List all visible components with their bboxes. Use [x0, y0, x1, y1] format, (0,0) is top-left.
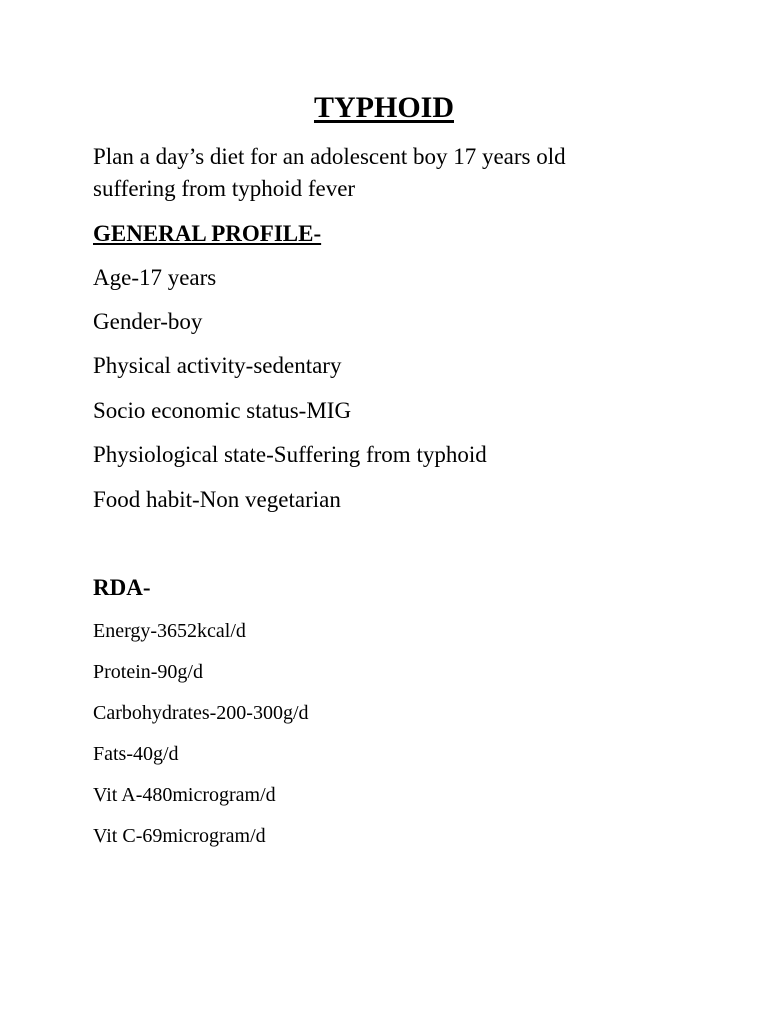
rda-item-protein: Protein-90g/d — [93, 661, 203, 683]
profile-item-gender: Gender-boy — [93, 309, 203, 334]
profile-item-ses: Socio economic status-MIG — [93, 398, 352, 423]
rda-heading: RDA- — [93, 575, 151, 600]
intro-line-1: Plan a day’s diet for an adolescent boy 17 years old — [93, 144, 566, 169]
general-profile-heading: GENERAL PROFILE- — [93, 221, 322, 246]
rda-item-vit-a: Vit A-480microgram/d — [93, 784, 276, 806]
rda-item-energy: Energy-3652kcal/d — [93, 620, 246, 642]
document-title-text: TYPHOID — [313, 91, 454, 124]
intro-line-2: suffering from typhoid fever — [93, 176, 356, 201]
profile-item-physiological-state: Physiological state-Suffering from typhoid — [93, 442, 487, 467]
rda-item-vit-c: Vit C-69microgram/d — [93, 825, 266, 847]
rda-item-carbohydrates: Carbohydrates-200-300g/d — [93, 702, 309, 724]
profile-item-activity: Physical activity-sedentary — [93, 353, 342, 378]
document-title — [0, 88, 768, 128]
profile-item-age: Age-17 years — [93, 265, 217, 290]
profile-item-food-habit: Food habit-Non vegetarian — [93, 487, 341, 512]
rda-item-fats: Fats-40g/d — [93, 743, 179, 765]
